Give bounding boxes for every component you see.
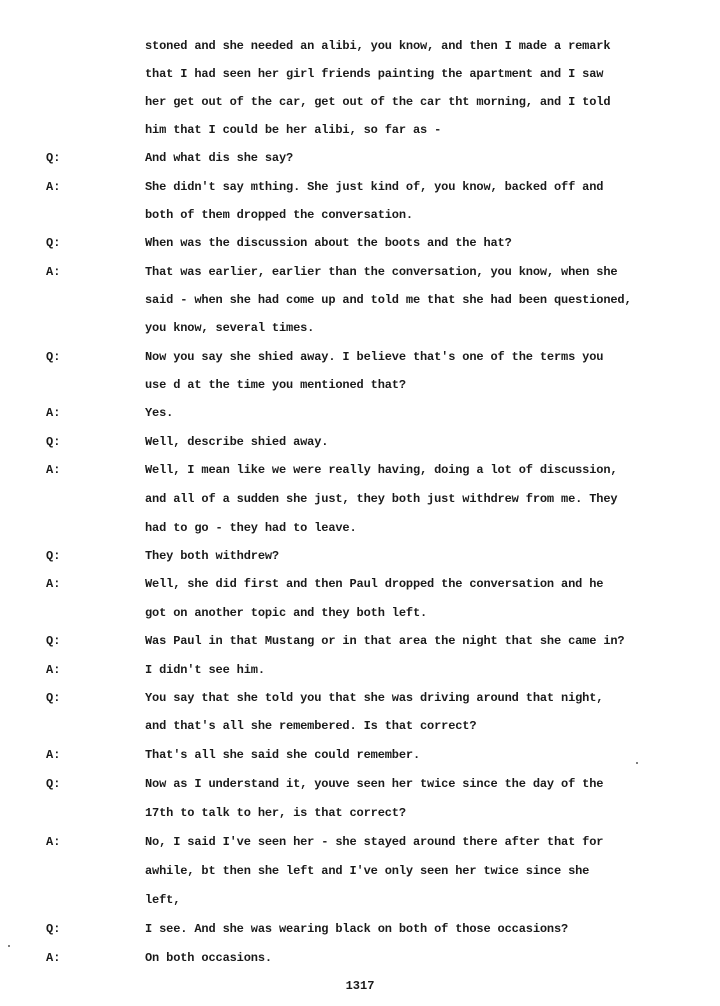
transcript-line [0, 948, 720, 968]
line-text: No, I said I've seen her - she stayed around there after that for [145, 835, 604, 849]
line-text: left, [145, 893, 181, 907]
transcript-line [0, 716, 720, 736]
line-text: Well, describe shied away. [145, 435, 329, 449]
transcript-line [0, 120, 720, 140]
line-text: Now as I understand it, youve seen her twice since the day of the [145, 777, 604, 791]
line-text: They both withdrew? [145, 549, 279, 563]
line-text: and all of a sudden she just, they both just withdrew from me. They [145, 492, 618, 506]
transcript-line [0, 803, 720, 823]
transcript-line [0, 148, 720, 168]
speaker-label: Q: [46, 691, 61, 705]
transcript-line [0, 290, 720, 310]
line-text: use d at the time you mentioned that? [145, 378, 406, 392]
transcript-line [0, 890, 720, 910]
transcript-line [0, 832, 720, 852]
transcript-line [0, 64, 720, 84]
transcript-line [0, 403, 720, 423]
scan-speck [636, 762, 638, 764]
speaker-label: Q: [46, 151, 61, 165]
speaker-label: A: [46, 463, 61, 477]
line-text: Yes. [145, 406, 174, 420]
line-text: And what dis she say? [145, 151, 294, 165]
line-text: her get out of the car, get out of the car tht morning, and I told [145, 95, 611, 109]
speaker-label: Q: [46, 777, 61, 791]
line-text: that I had seen her girl friends painting the apartment and I saw [145, 67, 604, 81]
speaker-label: A: [46, 265, 61, 279]
speaker-label: A: [46, 835, 61, 849]
line-text: awhile, bt then she left and I've only seen her twice since she [145, 864, 590, 878]
line-text: said - when she had come up and told me that she had been questioned, [145, 293, 632, 307]
line-text: him that I could be her alibi, so far as - [145, 123, 442, 137]
transcript-line [0, 688, 720, 708]
transcript-line [0, 375, 720, 395]
line-text: She didn't say mthing. She just kind of, you know, backed off and [145, 180, 604, 194]
speaker-label: Q: [46, 634, 61, 648]
line-text: 17th to talk to her, is that correct? [145, 806, 406, 820]
speaker-label: A: [46, 406, 61, 420]
line-text: When was the discussion about the boots and the hat? [145, 236, 512, 250]
transcript-line [0, 546, 720, 566]
transcript-line [0, 205, 720, 225]
line-text: you know, several times. [145, 321, 315, 335]
line-text: and that's all she remembered. Is that correct? [145, 719, 477, 733]
transcript-line [0, 774, 720, 794]
line-text: had to go - they had to leave. [145, 521, 357, 535]
transcript-line [0, 233, 720, 253]
line-text: Was Paul in that Mustang or in that area the night that she came in? [145, 634, 625, 648]
speaker-label: A: [46, 663, 61, 677]
line-text: both of them dropped the conversation. [145, 208, 413, 222]
speaker-label: Q: [46, 549, 61, 563]
speaker-label: A: [46, 951, 61, 965]
line-text: That's all she said she could remember. [145, 748, 420, 762]
transcript-line [0, 318, 720, 338]
transcript-line [0, 489, 720, 509]
line-text: Well, she did first and then Paul dropped the conversation and he [145, 577, 604, 591]
transcript-line [0, 603, 720, 623]
line-text: got on another topic and they both left. [145, 606, 428, 620]
line-text: I didn't see him. [145, 663, 265, 677]
transcript-line [0, 177, 720, 197]
transcript-line [0, 460, 720, 480]
transcript-line [0, 36, 720, 56]
transcript-line [0, 660, 720, 680]
speaker-label: A: [46, 577, 61, 591]
transcript-line [0, 262, 720, 282]
speaker-label: A: [46, 748, 61, 762]
line-text: Well, I mean like we were really having, doing a lot of discussion, [145, 463, 618, 477]
transcript-line [0, 861, 720, 881]
transcript-line [0, 631, 720, 651]
transcript-line [0, 92, 720, 112]
line-text: On both occasions. [145, 951, 272, 965]
line-text: stoned and she needed an alibi, you know, and then I made a remark [145, 39, 611, 53]
transcript-line [0, 919, 720, 939]
line-text: I see. And she was wearing black on both of those occasions? [145, 922, 569, 936]
transcript-line [0, 574, 720, 594]
speaker-label: Q: [46, 922, 61, 936]
transcript-line [0, 518, 720, 538]
page-number: 1317 [345, 979, 375, 993]
transcript-line [0, 432, 720, 452]
speaker-label: Q: [46, 350, 61, 364]
transcript-line [0, 347, 720, 367]
transcript-line [0, 745, 720, 765]
speaker-label: Q: [46, 236, 61, 250]
line-text: Now you say she shied away. I believe that's one of the terms you [145, 350, 604, 364]
speaker-label: Q: [46, 435, 61, 449]
speaker-label: A: [46, 180, 61, 194]
line-text: You say that she told you that she was driving around that night, [145, 691, 604, 705]
line-text: That was earlier, earlier than the conversation, you know, when she [145, 265, 618, 279]
scan-speck [8, 945, 10, 947]
